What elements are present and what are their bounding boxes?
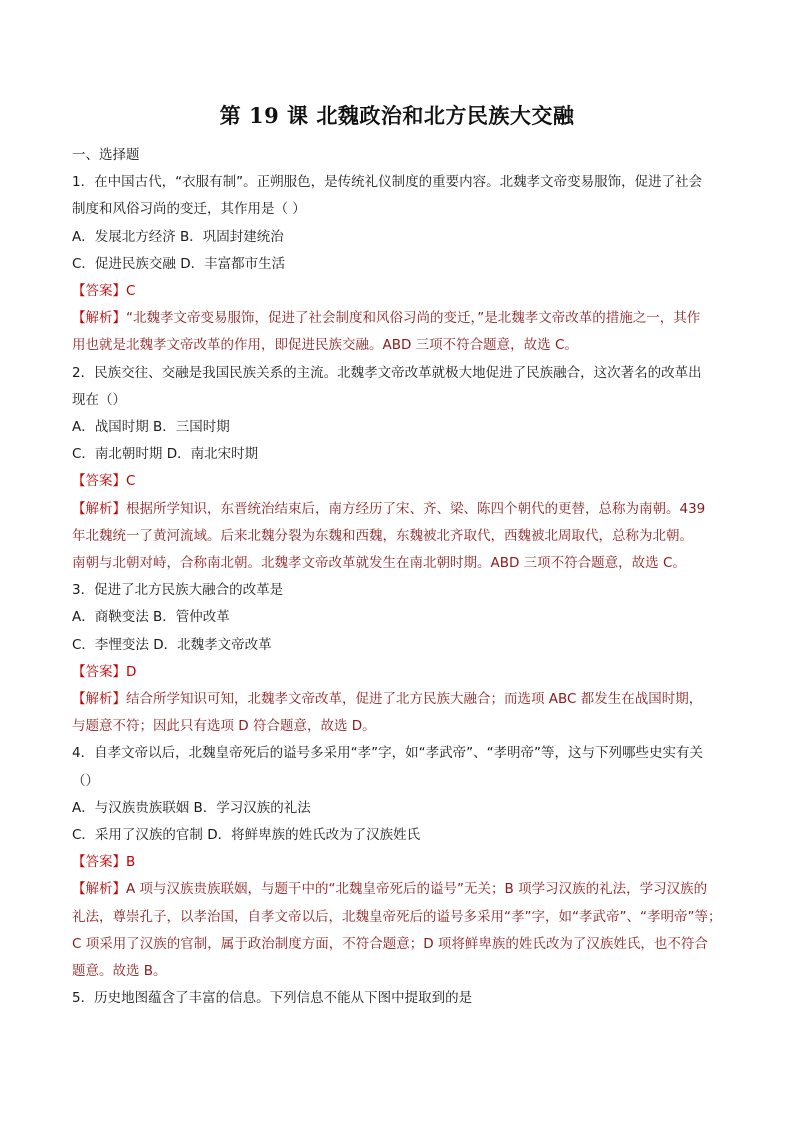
answer-value: C — [126, 473, 136, 490]
analysis-text: 南朝与北朝对峙，合称南北朝。北魏孝文帝改革就发生在南北朝时期。ABD 三项不符合题意，故选 C。 — [72, 555, 686, 572]
analysis-line — [72, 686, 732, 713]
question-options: A．与汉族贵族联姻 B．学习汉族的礼法 — [72, 799, 311, 816]
answer-line — [72, 468, 732, 495]
question-options: C．采用了汉族的官制 D．将鲜卑族的姓氏改为了汉族姓氏 — [72, 827, 421, 844]
question-5 — [72, 985, 732, 1012]
answer-line — [72, 659, 732, 686]
analysis-text: C 项采用了汉族的官制，属于政治制度方面，不符合题意；D 项将鲜卑族的姓氏改为了汉族姓氏，也不符合 — [72, 935, 708, 952]
question-stem: （） — [72, 772, 99, 789]
analysis-text: 结合所学知识可知，北魏孝文帝改革，促进了北方民族大融合；而选项 ABC 都发生在战国时期， — [126, 691, 703, 708]
question-options: C．促进民族交融 D．丰富都市生活 — [72, 255, 286, 272]
question-stem: 3．促进了北方民族大融合的改革是 — [72, 582, 284, 599]
answer-tag: 【答案】 — [72, 854, 126, 871]
answer-tag: 【答案】 — [72, 473, 126, 490]
analysis-tag: 【解析】 — [72, 310, 126, 327]
answer-value: D — [126, 663, 137, 680]
answer-value: C — [126, 283, 136, 300]
answer-line — [72, 849, 732, 876]
question-options: A．战国时期 B．三国时期 — [72, 419, 230, 436]
analysis-line — [72, 876, 732, 903]
answer-value: B — [126, 854, 136, 871]
question-stem: 4．自孝文帝以后，北魏皇帝死后的谥号多采用“孝”字，如“孝武帝”、“孝明帝”等，这与下列哪些史实有关 — [72, 745, 704, 762]
analysis-text: 礼法，尊崇孔子，以孝治国，自孝文帝以后，北魏皇帝死后的谥号多采用“孝”字，如“孝武帝”、“孝明帝”等； — [72, 908, 722, 925]
question-stem: 制度和风俗习尚的变迁，其作用是（ ） — [72, 201, 306, 218]
analysis-text: 题意。故选 B。 — [72, 963, 167, 980]
question-4 — [72, 740, 732, 985]
question-stem: 5．历史地图蕴含了丰富的信息。下列信息不能从下图中提取到的是 — [72, 990, 473, 1007]
analysis-line — [72, 305, 732, 332]
question-options: C．南北朝时期 D．南北宋时期 — [72, 446, 259, 463]
question-options: C．李悝变法 D．北魏孝文帝改革 — [72, 636, 272, 653]
analysis-tag: 【解析】 — [72, 500, 126, 517]
answer-tag: 【答案】 — [72, 663, 126, 680]
analysis-text: A 项与汉族贵族联姻，与题干中的“北魏皇帝死后的谥号”无关；B 项学习汉族的礼法，学习汉族的 — [126, 881, 708, 898]
analysis-text: 用也就是北魏孝文帝改革的作用，即促进民族交融。ABD 三项不符合题意，故选 C。 — [72, 337, 578, 354]
answer-line — [72, 278, 732, 305]
question-options: A．商鞅变法 B．管仲改革 — [72, 609, 230, 626]
question-3 — [72, 577, 732, 740]
question-stem: 现在（） — [72, 391, 126, 408]
question-options: A．发展北方经济 B．巩固封建统治 — [72, 228, 284, 245]
analysis-text: 根据所学知识，东晋统治结束后，南方经历了宋、齐、梁、陈四个朝代的更替，总称为南朝。439 — [126, 500, 706, 517]
analysis-text: 年北魏统一了黄河流域。后来北魏分裂为东魏和西魏，东魏被北齐取代，西魏被北周取代，总称为北朝。 — [72, 527, 693, 544]
question-2 — [72, 360, 732, 578]
analysis-text: 与题意不符；因此只有选项 D 符合题意，故选 D。 — [72, 718, 376, 735]
answer-tag: 【答案】 — [72, 283, 126, 300]
analysis-tag: 【解析】 — [72, 881, 126, 898]
question-stem: 1．在中国古代，“衣服有制”。正朔服色，是传统礼仪制度的重要内容。北魏孝文帝变易服饰，促进了社会 — [72, 174, 703, 191]
question-1 — [72, 169, 732, 359]
section-heading: 一、选择题 — [72, 147, 140, 163]
document-body — [72, 142, 732, 1013]
analysis-tag: 【解析】 — [72, 691, 126, 708]
question-stem: 2．民族交往、交融是我国民族关系的主流。北魏孝文帝改革就极大地促进了民族融合，这次著名的改革出 — [72, 364, 702, 381]
document-title: 第 19 课 北魏政治和北方民族大交融 — [219, 103, 575, 128]
analysis-line — [72, 496, 732, 523]
analysis-text: “北魏孝文帝变易服饰，促进了社会制度和风俗习尚的变迁，”是北魏孝文帝改革的措施之一，其作 — [126, 310, 701, 327]
